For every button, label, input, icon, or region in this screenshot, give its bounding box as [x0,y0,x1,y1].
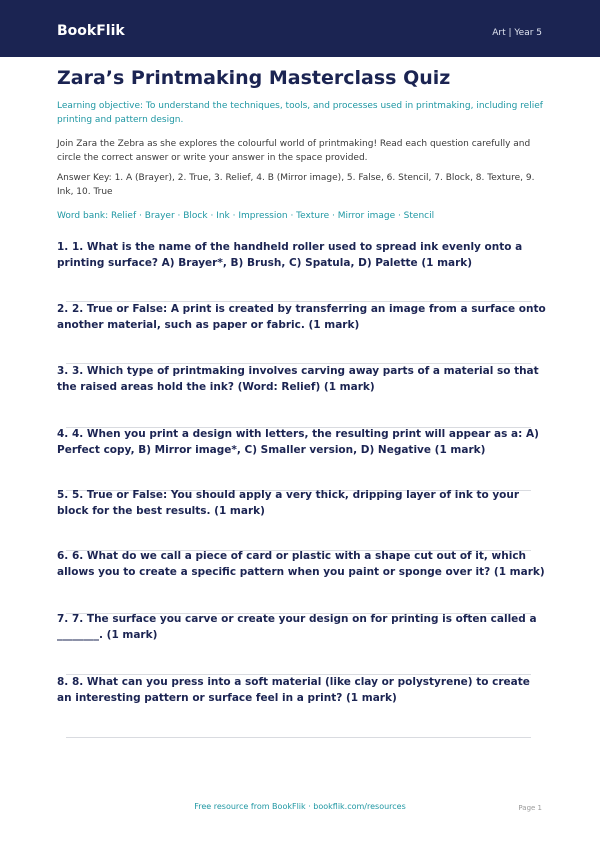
question-4: 4. 4. When you print a design with letters, the resulting print will appear as a: A) Perfect copy, B) Mirror image*, C) Smaller version, D) Negative (1 mark) [57,428,539,456]
question-7: 7. 7. The surface you carve or create your design on for printing is often called a ________. (1 mark) [57,613,537,641]
page-title: Zara’s Printmaking Masterclass Quiz [57,67,451,89]
question-8: 8. 8. What can you press into a soft material (like clay or polystyrene) to create an interesting pattern or surface feel in a print? (1 mark) [57,676,530,704]
question-2: 2. 2. True or False: A print is created by transferring an image from a surface onto another material, such as paper or fabric. (1 mark) [57,303,546,331]
brand-logo[interactable]: BookFlik [57,23,125,39]
learning-objective: Learning objective: To understand the techniques, tools, and processes used in printmaking, including relief printing and pattern design. [57,101,543,125]
question-6: 6. 6. What do we call a piece of card or plastic with a shape cut out of it, which allows you to create a specific pattern when you paint or sponge over it? (1 mark) [57,550,545,578]
intro-text: Join Zara the Zebra as she explores the colourful world of printmaking! Read each question carefully and circle the correct answer or write your answer in the space provided. [57,139,531,163]
answer-key: Answer Key: 1. A (Brayer), 2. True, 3. Relief, 4. B (Mirror image), 5. False, 6. Stencil, 7. Block, 8. Texture, 9. Ink, 10. True [57,173,535,197]
question-3: 3. 3. Which type of printmaking involves carving away parts of a material so that the raised areas hold the ink? (Word: Relief) (1 mark) [57,365,539,393]
footer-resource-link[interactable]: Free resource from BookFlik · bookflik.com/resources [194,802,406,811]
answer-line-8[interactable] [66,737,531,738]
question-1: 1. 1. What is the name of the handheld roller used to spread ink evenly onto a printing surface? A) Brayer*, B) Brush, C) Spatula, D) Palette (1 mark) [57,241,523,269]
word-bank: Word bank: Relief · Brayer · Block · Ink · Impression · Texture · Mirror image · Stencil [57,211,435,221]
page-header [0,0,600,57]
subject-year-label: Art | Year 5 [492,28,542,38]
question-5: 5. 5. True or False: You should apply a very thick, dripping layer of ink to your block for the best results. (1 mark) [57,489,520,517]
page-number: Page 1 [518,804,542,812]
